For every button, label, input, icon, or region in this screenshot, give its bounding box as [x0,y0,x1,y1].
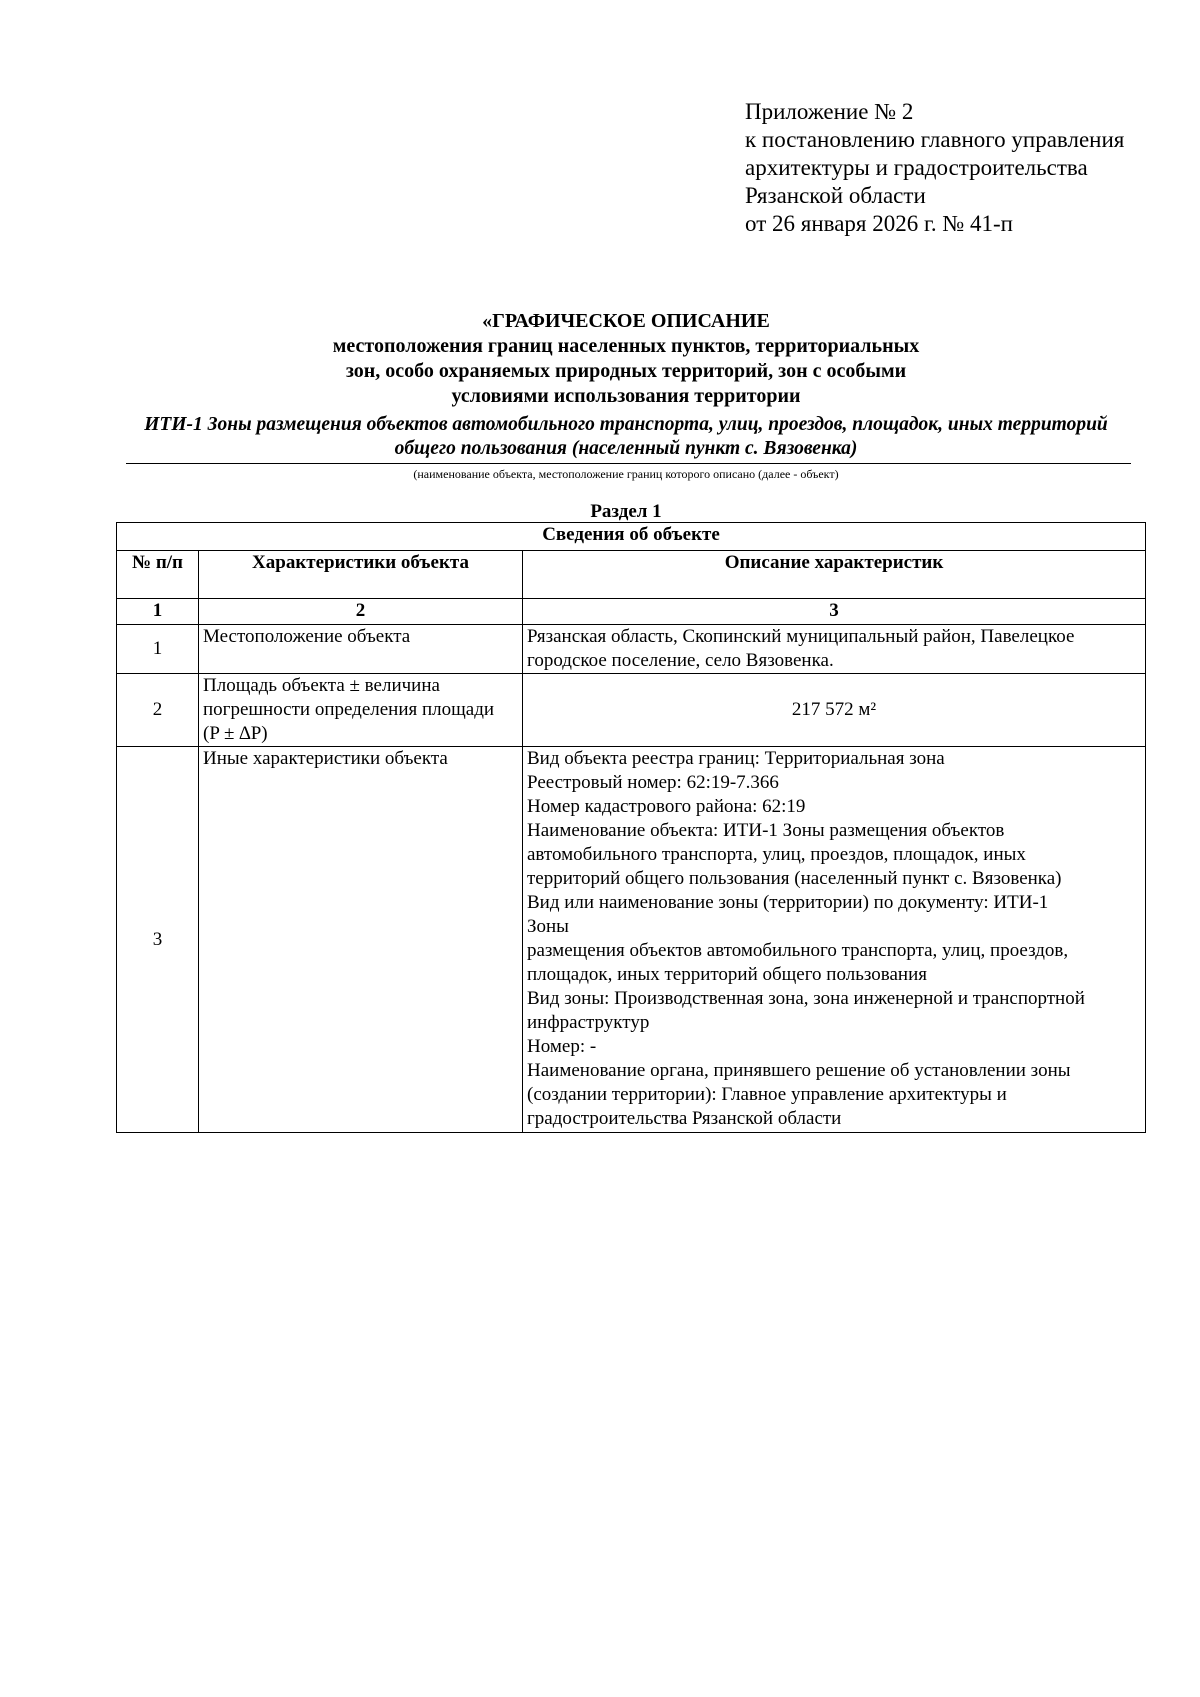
header-number: № п/п [117,551,199,599]
description-line: Вид или наименование зоны (территории) по документу: ИТИ-1 [527,892,1049,913]
description-line: Рязанская область, Скопинский муниципальный район, Павелецкое [527,626,1075,647]
column-number: 3 [523,599,1146,625]
header-characteristic: Характеристики объекта [199,551,523,599]
row-number: 1 [117,625,199,674]
description-line: Номер: - [527,1036,597,1057]
appendix-line: архитектуры и градостроительства [745,155,1088,180]
table-caption-row [117,523,1146,551]
description-line: инфраструктур [527,1012,650,1033]
object-name [116,413,1136,461]
characteristic-line: Иные характеристики объекта [203,748,448,769]
row-number: 3 [117,747,199,1133]
appendix-line: Приложение № 2 [745,99,914,124]
row-number: 2 [117,674,199,747]
appendix-line: Рязанской области [745,183,926,208]
description-line: размещения объектов автомобильного транспорта, улиц, проездов, [527,940,1069,961]
description-line: градостроительства Рязанской области [527,1108,842,1129]
description-line: городское поселение, село Вязовенка. [527,650,834,671]
description-line: территорий общего пользования (населенный пункт с. Вязовенка) [527,868,1062,889]
column-number-row [117,599,1146,625]
description-line: площадок, иных территорий общего пользования [527,964,927,985]
description-line: Вид объекта реестра границ: Территориальная зона [527,748,945,769]
column-number: 2 [199,599,523,625]
description-line: Наименование объекта: ИТИ-1 Зоны размещения объектов [527,820,1005,841]
characteristic-line: Местоположение объекта [203,626,411,647]
appendix-line: к постановлению главного управления [745,127,1125,152]
column-number: 1 [117,599,199,625]
description-line: Наименование органа, принявшего решение об установлении зоны [527,1060,1071,1081]
object-name-line: ИТИ-1 Зоны размещения объектов автомобильного транспорта, улиц, проездов, площадок, иных территорий [144,414,1108,435]
table-row [117,674,1146,747]
appendix-header [745,98,1124,238]
description-line: Зоны [527,916,569,937]
table-row [117,747,1146,1133]
title-line: условиями использования территории [451,385,801,407]
row-description [523,747,1146,1133]
title-line: зон, особо охраняемых природных территорий, зон с особыми [345,360,907,382]
appendix-line: от 26 января 2026 г. № 41-п [745,211,1013,236]
object-info-table [116,522,1146,1133]
section-title: Раздел 1 [590,501,662,522]
table-header-row [117,551,1146,599]
description-line: Реестровый номер: 62:19-7.366 [527,772,779,793]
row-description [523,625,1146,674]
document-title [116,309,1136,409]
row-characteristic [199,625,523,674]
object-name-caption: (наименование объекта, местоположение границ которого описано (далее - объект) [413,467,839,481]
area-value: 217 572 м² [791,699,877,720]
title-line: местоположения границ населенных пунктов, территориальных [332,335,920,357]
row-characteristic [199,674,523,747]
table-caption: Сведения об объекте [117,523,1146,551]
object-name-line: общего пользования (населенный пункт с. Вязовенка) [394,438,858,459]
description-line: Номер кадастрового района: 62:19 [527,796,806,817]
characteristic-line: (P ± ∆P) [203,723,268,744]
title-line: «ГРАФИЧЕСКОЕ ОПИСАНИЕ [482,310,770,332]
row-description [523,674,1146,747]
table-row [117,625,1146,674]
description-line: автомобильного транспорта, улиц, проездов, площадок, иных [527,844,1026,865]
characteristic-line: погрешности определения площади [203,699,495,720]
row-characteristic [199,747,523,1133]
header-description: Описание характеристик [523,551,1146,599]
characteristic-line: Площадь объекта ± величина [203,675,440,696]
description-line: (создании территории): Главное управление архитектуры и [527,1084,1007,1105]
underline-divider [126,463,1131,464]
description-line: Вид зоны: Производственная зона, зона инженерной и транспортной [527,988,1085,1009]
